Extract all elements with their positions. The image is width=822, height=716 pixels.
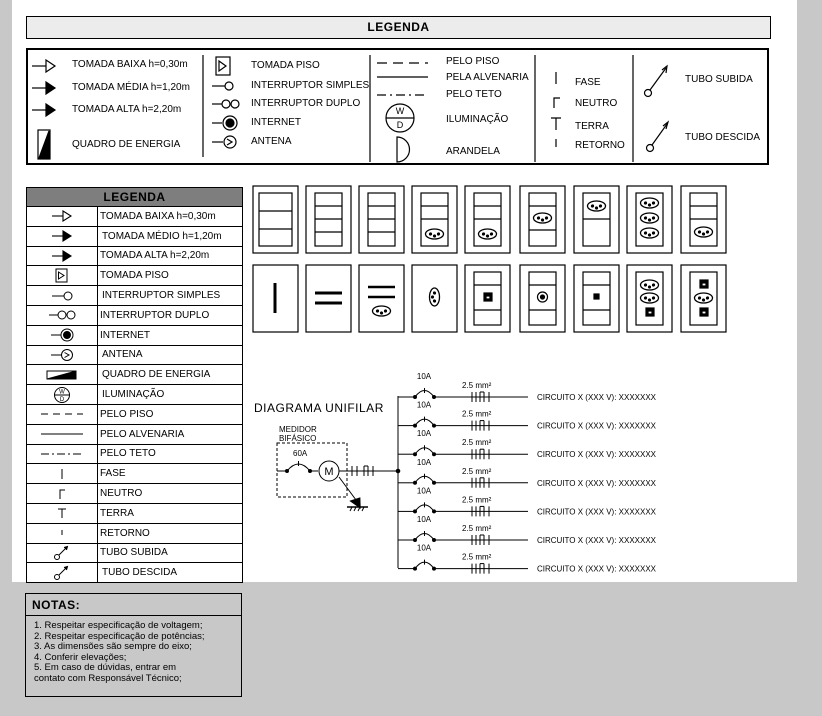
note-line: 2. Respeitar especificação de potências; — [34, 630, 205, 642]
circuit-label: CIRCUITO X (XXX V): XXXXXXX — [537, 450, 656, 460]
breaker-rating: 10A — [416, 400, 432, 410]
wire-gauge: 2.5 mm² — [462, 524, 492, 533]
note-line: 3. As dimensões são sempre do eixo; — [34, 641, 192, 653]
legend-label: FASE — [98, 464, 243, 484]
legend-label: PELO PISO — [98, 404, 243, 424]
legend-label: PELO TETO — [98, 444, 243, 464]
lamp-letter-d: D — [59, 396, 65, 403]
ground-icon — [339, 477, 368, 511]
legend-label: TOMADA ALTA h=2,20m — [98, 246, 243, 266]
top-col5-item: TUBO DESCIDA — [685, 132, 761, 143]
wire-gauge: 2.5 mm² — [462, 409, 492, 419]
breaker-rating: 10A — [416, 429, 432, 439]
diagram-title: DIAGRAMA UNIFILAR — [254, 401, 384, 415]
legend-label: RETORNO — [98, 523, 243, 543]
top-legend-title: LEGENDA — [26, 16, 771, 39]
top-col5-item: TUBO SUBIDA — [685, 74, 753, 85]
breaker-rating: 10A — [416, 515, 432, 524]
top-col3-item: PELO PISO — [446, 56, 500, 67]
legend-label: TUBO SUBIDA — [98, 543, 243, 563]
main-breaker — [277, 461, 318, 473]
legend-label: NEUTRO — [98, 484, 243, 504]
circuit-branches — [398, 372, 657, 574]
legend-label: TERRA — [98, 503, 243, 523]
wire-gauge: 2.5 mm² — [462, 381, 492, 390]
circuit-branch — [398, 429, 657, 459]
note-line: contato com Responsável Técnico; — [34, 672, 182, 684]
circuit-branch — [398, 458, 657, 488]
top-col3-item: PELA ALVENARIA — [446, 72, 529, 83]
top-col2-item: INTERNET — [251, 117, 301, 128]
legend-label: ILUMINAÇÃO — [98, 385, 243, 405]
legend-label: TUBO DESCIDA — [98, 563, 243, 583]
legend-label: INTERRUPTOR DUPLO — [98, 305, 243, 325]
top-col2-item: INTERRUPTOR DUPLO — [251, 98, 361, 109]
lamp-letter-w: W — [59, 389, 65, 396]
top-col2-item: ANTENA — [251, 136, 292, 147]
wire-gauge: 2.5 mm² — [462, 552, 492, 562]
legend-label: QUADRO DE ENERGIA — [98, 365, 243, 385]
note-line: 4. Conferir elevações; — [34, 651, 127, 663]
breaker-rating: 10A — [416, 543, 432, 553]
wire-gauge: 2.5 mm² — [462, 495, 492, 505]
legend-label: PELO ALVENARIA — [98, 424, 243, 444]
top-col1-item: TOMADA ALTA h=2,20m — [72, 104, 182, 115]
circuit-branch — [398, 544, 657, 574]
circuit-branch — [398, 372, 657, 402]
top-col1-item: TOMADA BAIXA h=0,30m — [72, 59, 188, 70]
top-col4-item: TERRA — [575, 121, 609, 132]
circuit-label: CIRCUITO X (XXX V): XXXXXXX — [537, 564, 656, 574]
legend-label: TOMADA MÉDIO h=1,20m — [98, 226, 243, 246]
circuit-label: CIRCUITO X (XXX V): XXXXXXX — [537, 393, 656, 402]
top-col3-item: ILUMINAÇÃO — [446, 114, 509, 125]
top-col2-item: INTERRUPTOR SIMPLES — [251, 80, 370, 91]
top-col1-item: QUADRO DE ENERGIA — [72, 139, 181, 150]
top-col4-item: NEUTRO — [575, 98, 618, 109]
circuit-branch — [398, 486, 657, 516]
legend-label: INTERNET — [98, 325, 243, 345]
legend-label: ANTENA — [98, 345, 243, 365]
meter-label: BIFÁSICO — [279, 434, 317, 443]
wire-gauge: 2.5 mm² — [462, 466, 492, 476]
legend-table-title: LEGENDA — [27, 188, 243, 207]
legend-label: TOMADA PISO — [98, 266, 243, 286]
legend-label: TOMADA BAIXA h=0,30m — [98, 207, 243, 227]
lamp-letter-top: W — [395, 106, 405, 116]
top-col4-item: RETORNO — [575, 140, 625, 151]
circuit-label: CIRCUITO X (XXX V): XXXXXXX — [537, 421, 656, 431]
circuit-branch — [398, 401, 657, 431]
main-breaker-rating: 60A — [293, 449, 308, 458]
meter-label: MEDIDOR — [279, 425, 317, 434]
circuit-label: CIRCUITO X (XXX V): XXXXXXX — [537, 478, 656, 488]
breaker-rating: 10A — [416, 486, 432, 496]
breaker-rating: 10A — [416, 372, 432, 381]
top-col3-item: PELO TETO — [446, 89, 502, 100]
note-line: 5. Em caso de dúvidas, entrar em — [34, 662, 177, 674]
breaker-rating: 10A — [416, 457, 432, 467]
top-col2-item: TOMADA PISO — [251, 60, 320, 71]
legend-label: INTERRUPTOR SIMPLES — [98, 286, 243, 306]
note-line: 1. Respeitar especificação de voltagem; — [34, 620, 203, 631]
circuit-branch — [398, 515, 657, 545]
circuit-label: CIRCUITO X (XXX V): XXXXXXX — [537, 536, 656, 545]
top-col3-item: ARANDELA — [446, 146, 500, 157]
meter-letter: M — [324, 466, 334, 478]
top-col4-item: FASE — [575, 77, 601, 88]
top-col1-item: TOMADA MÉDIA h=1,20m — [72, 82, 190, 93]
notes-title: NOTAS: — [26, 594, 241, 616]
circuit-label: CIRCUITO X (XXX V): XXXXXXX — [537, 507, 656, 517]
wire-gauge: 2.5 mm² — [462, 438, 492, 448]
lamp-letter-bottom: D — [396, 120, 404, 130]
